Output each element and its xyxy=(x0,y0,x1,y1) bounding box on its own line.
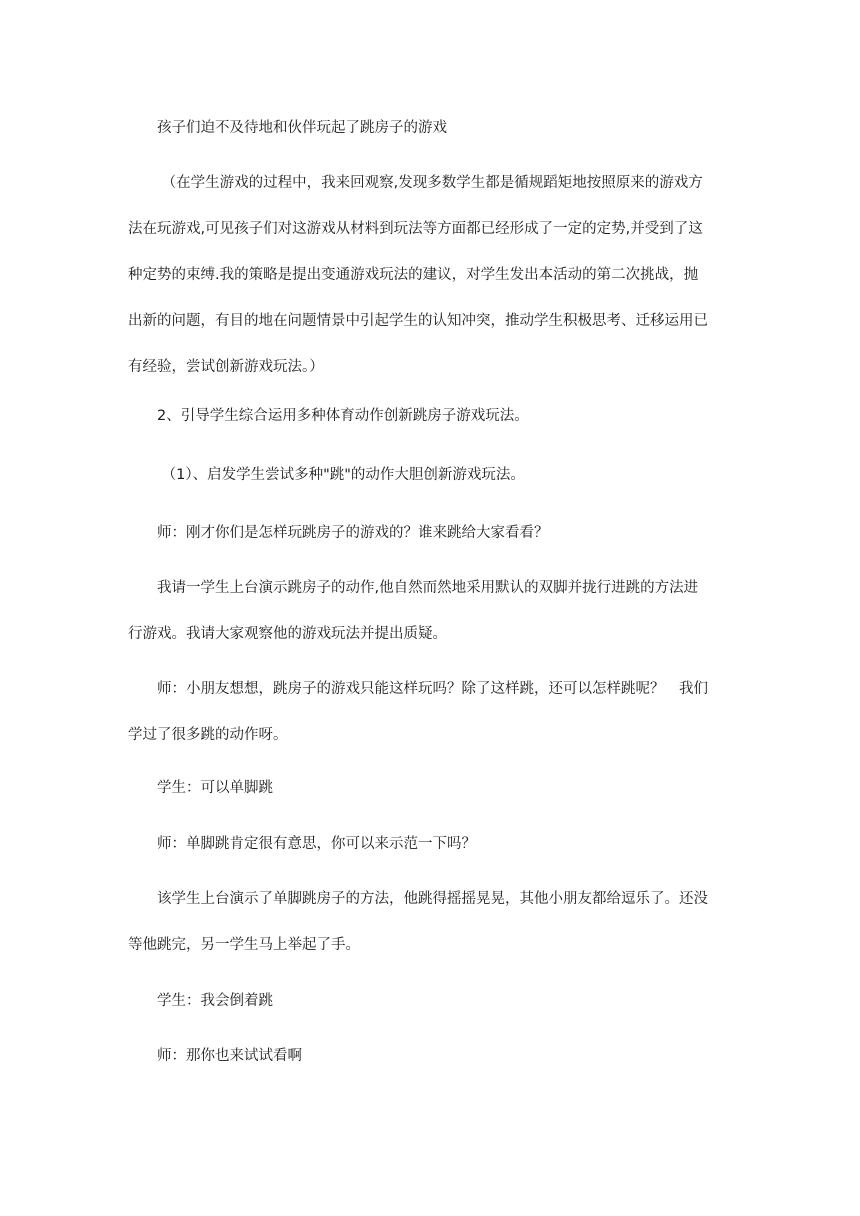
text-line: 出新的问题，有目的地在问题情景中引起学生的认知冲突，推动学生积极思考、迁移运用已 xyxy=(128,313,708,329)
text-line: 孩子们迫不及待地和伙伴玩起了跳房子的游戏 xyxy=(128,120,447,136)
text-line: 法在玩游戏,可见孩子们对这游戏从材料到玩法等方面都已经形成了一定的定势,并受到了这 xyxy=(128,221,703,237)
text-line: 学过了很多跳的动作呀。 xyxy=(128,727,288,743)
text-line: 师：单脚跳肯定很有意思，你可以来示范一下吗？ xyxy=(128,836,476,852)
text-line: 行游戏。我请大家观察他的游戏玩法并提出质疑。 xyxy=(128,626,447,642)
section-heading-2 xyxy=(128,393,740,439)
paragraph-teacher-prompt xyxy=(128,666,740,758)
paragraph-student-reply-2 xyxy=(128,978,740,1024)
text-line: （在学生游戏的过程中，我来回观察,发现多数学生都是循规蹈矩地按照原来的游戏方 xyxy=(128,175,703,191)
text-line: 有经验，尝试创新游戏玩法。） xyxy=(128,359,324,375)
paragraph-teacher-question xyxy=(128,510,740,556)
text-line: 师：小朋友想想，跳房子的游戏只能这样玩吗？除了这样跳，还可以怎样跳呢？ 我们 xyxy=(128,681,708,697)
subsection-heading-1 xyxy=(128,452,740,498)
text-line: （1）、启发学生尝试多种"跳"的动作大胆创新游戏玩法。 xyxy=(128,467,525,483)
paragraph-single-foot-demo xyxy=(128,876,740,968)
text-line: 该学生上台演示了单脚跳房子的方法，他跳得摇摇晃晃，其他小朋友都给逗乐了。还没 xyxy=(128,891,708,907)
paragraph-student-reply-1 xyxy=(128,765,740,811)
text-line: 2、引导学生综合运用多种体育动作创新跳房子游戏玩法。 xyxy=(128,408,529,424)
paragraph-teacher-reply-1 xyxy=(128,821,740,867)
paragraph-observation-note xyxy=(128,160,740,390)
text-line: 我请一学生上台演示跳房子的动作,他自然而然地采用默认的双脚并拢行进跳的方法进 xyxy=(128,580,699,596)
text-line: 等他跳完，另一学生马上举起了手。 xyxy=(128,937,360,953)
paragraph-demonstration xyxy=(128,565,740,657)
text-line: 学生：我会倒着跳 xyxy=(128,993,273,1009)
paragraph-intro xyxy=(128,105,740,151)
paragraph-teacher-reply-2 xyxy=(128,1033,740,1079)
text-line: 种定势的束缚.我的策略是提出变通游戏玩法的建议，对学生发出本活动的第二次挑战，抛 xyxy=(128,267,699,283)
text-line: 师：那你也来试试看啊 xyxy=(128,1048,302,1064)
text-line: 学生：可以单脚跳 xyxy=(128,780,273,796)
text-line: 师：刚才你们是怎样玩跳房子的游戏的？谁来跳给大家看看？ xyxy=(128,525,549,541)
